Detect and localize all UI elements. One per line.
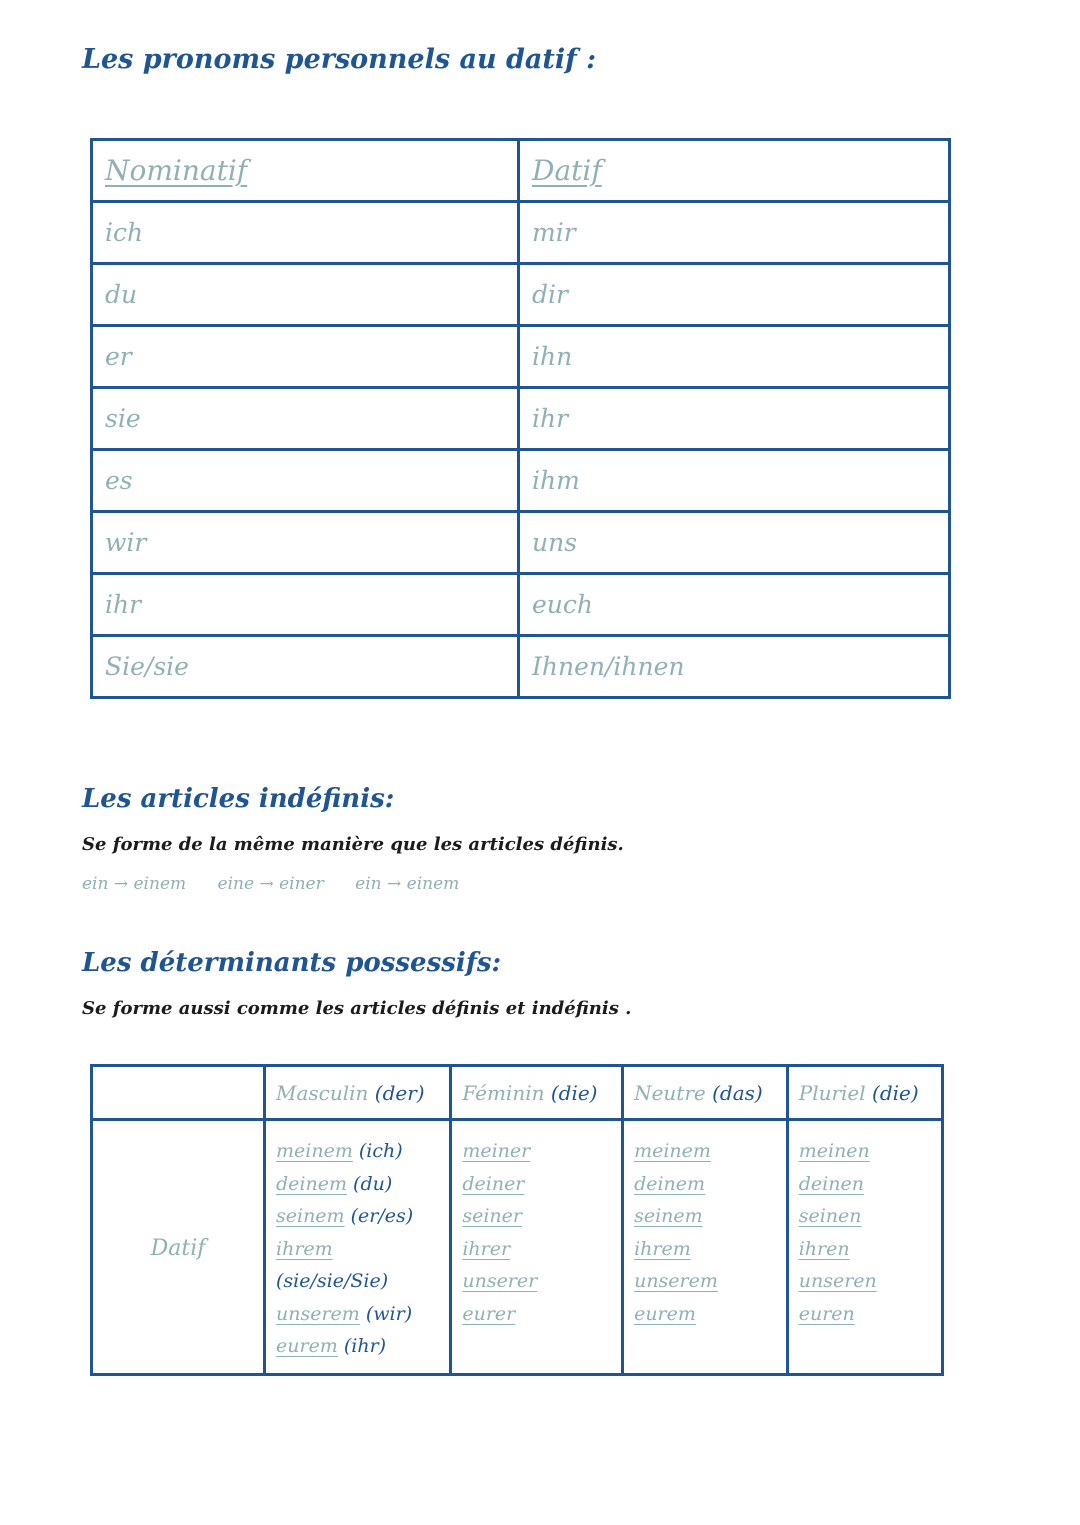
list-item [634, 1233, 776, 1266]
possessive-table-header [92, 1066, 943, 1120]
cell-nominatif: er [92, 326, 519, 388]
form-word: unserem [634, 1270, 718, 1292]
form-word: seinen [798, 1205, 862, 1227]
list-item [634, 1265, 776, 1298]
form-word: eurem [276, 1335, 338, 1357]
form-word: unserem [276, 1302, 360, 1325]
list-item [799, 1298, 931, 1331]
form-word: ihrer [462, 1237, 511, 1260]
cell-datif: dir [519, 264, 950, 326]
forms-neutre [623, 1120, 788, 1375]
header-feminin [451, 1066, 623, 1120]
list-item [799, 1135, 931, 1168]
heading-articles-indefinis: Les articles indéfinis: [82, 784, 395, 814]
form-pronoun: (du) [353, 1172, 393, 1195]
table-row [92, 574, 950, 636]
cell-nominatif: Sie/sie [92, 636, 519, 698]
cell-datif: mir [519, 202, 950, 264]
example-neutre: ein → einem [355, 874, 460, 894]
form-word: ihren [798, 1237, 850, 1260]
table-row [92, 1120, 943, 1375]
list-item [276, 1233, 439, 1266]
list-item [276, 1135, 439, 1168]
list-item [462, 1168, 611, 1201]
cell-nominatif: ihr [92, 574, 519, 636]
list-item [462, 1298, 611, 1331]
pronoun-table-header [92, 140, 950, 202]
form-word: deiner [462, 1172, 525, 1195]
form-word: meinem [276, 1140, 353, 1162]
form-word: deinem [276, 1172, 347, 1195]
cell-nominatif: wir [92, 512, 519, 574]
form-word: meinen [798, 1140, 870, 1162]
list-item [462, 1233, 611, 1266]
cell-nominatif: du [92, 264, 519, 326]
header-nominatif: Nominatif [92, 140, 519, 202]
form-pronoun: (ihr) [343, 1335, 387, 1357]
table-row [92, 326, 950, 388]
forms-masculin [265, 1120, 451, 1375]
possessive-table [90, 1064, 944, 1376]
cell-datif: ihm [519, 450, 950, 512]
form-word: meiner [462, 1140, 531, 1162]
header-masculin [265, 1066, 451, 1120]
heading-determinants-possessifs: Les déterminants possessifs: [82, 948, 502, 978]
cell-datif: euch [519, 574, 950, 636]
list-item [799, 1168, 931, 1201]
cell-datif: ihn [519, 326, 950, 388]
table-row [92, 202, 950, 264]
row-label-datif: Datif [92, 1120, 265, 1375]
list-item [799, 1233, 931, 1266]
determinants-text: Se forme aussi comme les articles définis et indéfinis . [82, 998, 632, 1019]
example-feminin: eine → einer [217, 874, 324, 894]
list-item [462, 1265, 611, 1298]
list-item [799, 1200, 931, 1233]
articles-indefinis-text: Se forme de la même manière que les articles définis. [82, 834, 624, 855]
example-masculin: ein → einem [82, 874, 187, 894]
form-word: deinem [634, 1172, 706, 1195]
header-name: Féminin [462, 1080, 545, 1105]
list-item [276, 1265, 439, 1298]
form-word: deinen [798, 1172, 864, 1195]
list-item [634, 1298, 776, 1331]
list-item [462, 1135, 611, 1168]
list-item [634, 1200, 776, 1233]
table-row [92, 512, 950, 574]
header-neutre [623, 1066, 788, 1120]
form-word: seinem [276, 1205, 345, 1227]
form-word: ihrem [276, 1237, 333, 1260]
list-item [799, 1265, 931, 1298]
form-word: euren [798, 1302, 855, 1325]
header-article: (das) [712, 1080, 763, 1105]
form-pronoun: (sie/sie/Sie) [276, 1270, 389, 1292]
form-word: seiner [462, 1205, 522, 1227]
cell-datif: Ihnen/ihnen [519, 636, 950, 698]
list-item [276, 1298, 439, 1331]
header-pluriel [787, 1066, 942, 1120]
form-pronoun: (er/es) [350, 1205, 414, 1227]
forms-pluriel [787, 1120, 942, 1375]
header-datif: Datif [519, 140, 950, 202]
form-word: unserer [462, 1270, 538, 1292]
form-word: seinem [634, 1205, 703, 1227]
list-item [276, 1200, 439, 1233]
table-row [92, 636, 950, 698]
form-pronoun: (ich) [358, 1140, 403, 1162]
cell-datif: uns [519, 512, 950, 574]
cell-nominatif: es [92, 450, 519, 512]
table-row [92, 264, 950, 326]
list-item [634, 1135, 776, 1168]
articles-examples [82, 874, 485, 894]
pronoun-table [90, 138, 951, 699]
form-word: eurem [634, 1302, 696, 1325]
cell-nominatif: sie [92, 388, 519, 450]
header-name: Pluriel [798, 1080, 866, 1105]
header-article: (der) [374, 1080, 425, 1105]
form-word: eurer [462, 1302, 516, 1325]
header-name: Masculin [276, 1080, 369, 1105]
cell-nominatif: ich [92, 202, 519, 264]
header-article: (die) [550, 1080, 598, 1105]
heading-pronoms-datif: Les pronoms personnels au datif : [82, 44, 597, 75]
list-item [276, 1330, 439, 1363]
list-item [276, 1168, 439, 1201]
form-word: ihrem [634, 1237, 691, 1260]
header-article: (die) [872, 1080, 919, 1105]
cell-datif: ihr [519, 388, 950, 450]
form-word: unseren [798, 1270, 877, 1292]
form-pronoun: (wir) [365, 1302, 413, 1325]
form-word: meinem [634, 1140, 711, 1162]
table-row [92, 450, 950, 512]
list-item [462, 1200, 611, 1233]
header-empty [92, 1066, 265, 1120]
forms-feminin [451, 1120, 623, 1375]
header-name: Neutre [634, 1080, 706, 1105]
table-row [92, 388, 950, 450]
list-item [634, 1168, 776, 1201]
